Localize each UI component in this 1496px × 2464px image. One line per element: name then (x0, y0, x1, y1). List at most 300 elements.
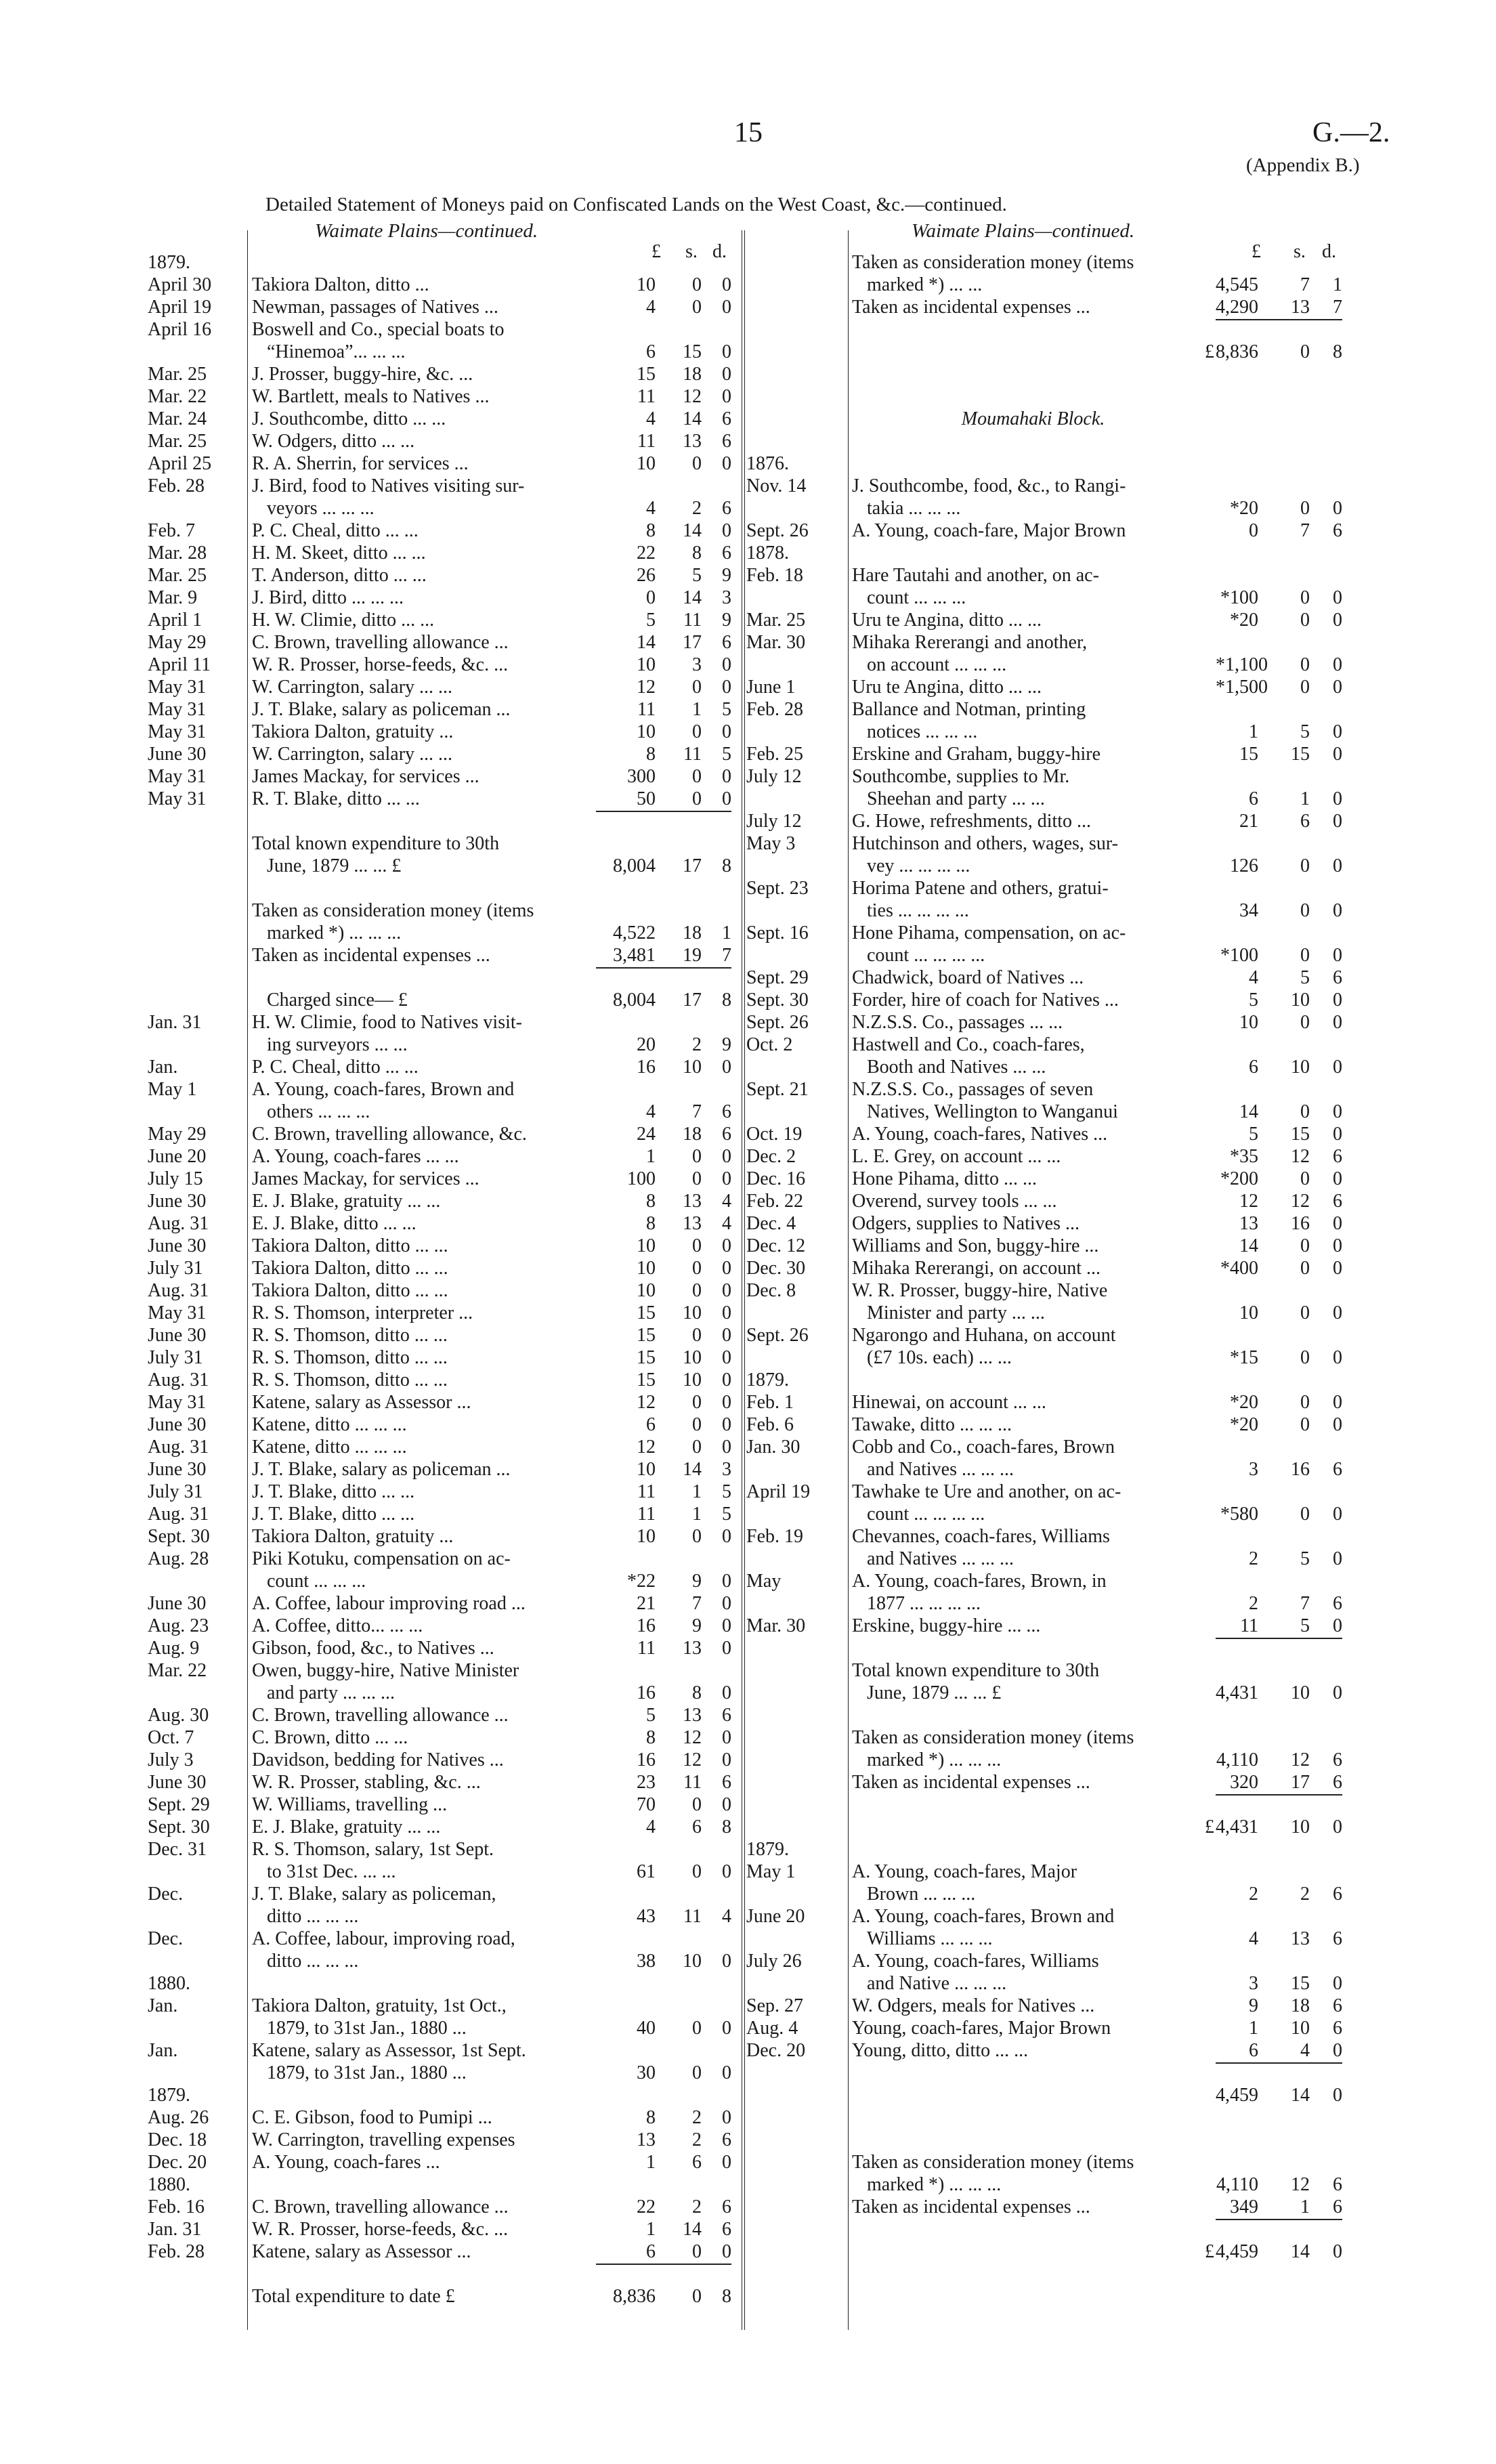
entry-date: May 29 (148, 632, 207, 653)
entry-date: July 31 (148, 1347, 203, 1368)
amount-shillings: 0 (1300, 1504, 1310, 1525)
amount-pounds: 11 (637, 1481, 656, 1502)
entry-description: J. Bird, food to Natives visiting sur- (252, 475, 525, 496)
entry-date: July 15 (148, 1168, 203, 1189)
right-entry-row (746, 833, 1342, 855)
entry-date: Sept. 21 (746, 1079, 809, 1100)
entry-description: J. T. Blake, ditto ... ... (252, 1481, 415, 1502)
amount-shillings: 0 (1300, 1101, 1310, 1122)
amount-pence: 9 (722, 565, 731, 586)
entry-date: July 12 (746, 766, 802, 787)
left-entry-row (148, 565, 731, 587)
left-entry-row (148, 498, 731, 519)
amount-pence: 0 (1333, 587, 1342, 608)
amount-pence: 0 (1333, 2040, 1342, 2061)
column-divider-mid2 (744, 230, 745, 2330)
amount-pounds: 20 (637, 1034, 656, 1055)
entry-description: 1879, to 31st Jan., 1880 ... (267, 2018, 467, 2039)
amount-shillings: 5 (1300, 1548, 1310, 1569)
entry-description: and Native ... ... ... (867, 1973, 1007, 1994)
left-entry-row (148, 744, 731, 765)
right-entry-row (746, 721, 1342, 743)
right-entry-row (746, 878, 1342, 899)
amount-shillings: 17 (683, 990, 702, 1011)
entry-description: Southcombe, supplies to Mr. (852, 766, 1070, 787)
entry-date: Dec. 4 (746, 1213, 796, 1234)
amount-pounds: 8 (646, 520, 656, 541)
amount-pounds: 1 (646, 2152, 656, 2173)
entry-description: takia ... ... ... (867, 498, 961, 519)
amount-shillings: 12 (1291, 1749, 1310, 1770)
amount-pence: 0 (1333, 1012, 1342, 1033)
left-entry-row (148, 1481, 731, 1503)
entry-date: Mar. 25 (148, 565, 207, 586)
amount-pounds: 3 (1249, 1459, 1258, 1480)
amount-pounds: 4,545 (1216, 274, 1258, 295)
amount-shillings: 0 (692, 1392, 702, 1413)
entry-description: Booth and Natives ... ... (867, 1057, 1046, 1078)
right-entry-row (746, 1928, 1342, 1950)
left-entry-row (148, 1392, 731, 1414)
entry-description: Sheehan and party ... ... (867, 788, 1045, 809)
amount-shillings: 16 (1291, 1459, 1310, 1480)
entry-date: Sept. 30 (746, 990, 809, 1011)
amount-pounds: 21 (637, 1593, 656, 1614)
entry-date: May 31 (148, 721, 207, 742)
amount-pence: 0 (1333, 1057, 1342, 1078)
right-entry-row (746, 1191, 1342, 1212)
amount-pounds: 4 (646, 498, 656, 519)
entry-date: Dec. 2 (746, 1146, 796, 1167)
left-entry-row (148, 945, 731, 967)
entry-date: Aug. 31 (148, 1213, 209, 1234)
amount-shillings: 0 (1300, 1392, 1310, 1413)
amount-shillings: 13 (1291, 297, 1310, 318)
entry-description: June, 1879 ... ... £ (867, 1682, 1002, 1703)
amount-shillings: 10 (1291, 990, 1310, 1011)
right-pounds-header: £ (1252, 241, 1261, 262)
amount-pounds: 4,459 (1216, 2085, 1258, 2106)
entry-description: A. Young, coach-fares, Brown and (252, 1079, 515, 1100)
amount-pence: 0 (722, 1235, 731, 1256)
amount-pounds: 13 (1239, 1213, 1258, 1234)
left-entry-row (148, 408, 731, 430)
right-entry-row (746, 2040, 1342, 2062)
amount-shillings: 7 (692, 1593, 702, 1614)
amount-shillings: 1 (1300, 2196, 1310, 2217)
entry-date: Mar. 30 (746, 1615, 806, 1636)
amount-pounds: 8,004 (613, 990, 656, 1011)
right-entry-row (746, 632, 1342, 654)
amount-pounds: 14 (637, 632, 656, 653)
left-entry-row (148, 2107, 731, 2129)
amount-pounds: 1 (646, 1146, 656, 1167)
amount-shillings: 4 (1300, 2040, 1310, 2061)
entry-description: Uru te Angina, ditto ... ... (852, 677, 1042, 698)
amount-pence: 4 (722, 1906, 731, 1927)
entry-description: Katene, salary as Assessor ... (252, 1392, 471, 1413)
entry-description: L. E. Grey, on account ... ... (852, 1146, 1061, 1167)
right-entry-row (746, 1548, 1342, 1570)
entry-date: Nov. 14 (746, 475, 807, 496)
left-entry-row (148, 2286, 731, 2308)
right-entry-row (746, 2085, 1342, 2106)
entry-date: Aug. 30 (148, 1705, 209, 1726)
left-entry-row (148, 1682, 731, 1704)
entry-description: T. Anderson, ditto ... ... (252, 565, 427, 586)
amount-pounds: 4 (646, 297, 656, 318)
amount-pounds: 320 (1230, 1772, 1258, 1793)
entry-description: Ballance and Notman, printing (852, 699, 1086, 720)
entry-description: A. Young, coach-fares, Brown and (852, 1906, 1115, 1927)
entry-description: notices ... ... ... (867, 721, 978, 742)
amount-pence: 0 (1333, 1213, 1342, 1234)
amount-shillings: 16 (1291, 1213, 1310, 1234)
entry-description: and party ... ... ... (267, 1682, 395, 1703)
left-entry-row (148, 2264, 731, 2285)
left-entry-row (148, 1258, 731, 1279)
left-entry-row (148, 1839, 731, 1861)
entry-description: Minister and party ... ... (867, 1302, 1045, 1323)
amount-shillings: 0 (1300, 1012, 1310, 1033)
amount-shillings: 14 (683, 408, 702, 429)
entry-description: Chevannes, coach-fares, Williams (852, 1526, 1110, 1547)
amount-pence: 0 (1333, 2241, 1342, 2262)
entry-date: July 31 (148, 1481, 203, 1502)
left-entry-row (148, 1213, 731, 1235)
amount-pence: 0 (1333, 610, 1342, 631)
amount-shillings: 0 (692, 1280, 702, 1301)
entry-date: Feb. 16 (148, 2196, 205, 2217)
amount-shillings: 1 (692, 699, 702, 720)
right-entry-row (746, 364, 1342, 385)
amount-pence: 0 (1333, 1504, 1342, 1525)
entry-description: Takiora Dalton, ditto ... ... (252, 1258, 448, 1279)
amount-pounds: 5 (1249, 990, 1258, 1011)
amount-pounds: 15 (637, 1325, 656, 1346)
entry-description: Moumahaki Block. (961, 408, 1105, 429)
entry-description: R. S. Thomson, ditto ... ... (252, 1347, 448, 1368)
entry-description: W. Carrington, salary ... ... (252, 677, 453, 698)
amount-pounds: 100 (627, 1168, 656, 1189)
amount-pence: 0 (722, 1437, 731, 1458)
right-entry-row (746, 1615, 1342, 1637)
statement-title: Detailed Statement of Moneys paid on Confiscated Lands on the West Coast, &c.—continued. (265, 194, 1007, 215)
entry-date: 1879. (148, 252, 190, 273)
left-entry-row (148, 610, 731, 631)
amount-shillings: 8 (692, 1682, 702, 1703)
entry-description: Newman, passages of Natives ... (252, 297, 498, 318)
amount-pounds: *20 (1230, 610, 1258, 631)
entry-description: on account ... ... ... (867, 654, 1007, 675)
entry-date: April 11 (148, 654, 211, 675)
left-entry-row (148, 1325, 731, 1346)
right-entry-row (746, 1682, 1342, 1704)
entry-date: April 19 (746, 1481, 811, 1502)
entry-date: 1879. (746, 1369, 789, 1390)
amount-shillings: 0 (692, 297, 702, 318)
right-entry-row (746, 1235, 1342, 1257)
amount-shillings: 0 (1300, 1258, 1310, 1279)
left-entry-row (148, 341, 731, 363)
right-entry-row (746, 1906, 1342, 1928)
amount-pounds: 1 (646, 2219, 656, 2240)
right-entry-row (746, 297, 1342, 318)
amount-pounds: *400 (1220, 1258, 1258, 1279)
amount-pence: 0 (1333, 900, 1342, 921)
amount-pence: 6 (722, 408, 731, 429)
amount-pounds: 11 (637, 431, 656, 452)
entry-date: July 31 (148, 1258, 203, 1279)
entry-date: Dec. 18 (148, 2129, 207, 2150)
entry-date: Aug. 26 (148, 2107, 209, 2128)
amount-pence: 0 (722, 1146, 731, 1167)
amount-pence: 0 (722, 1168, 731, 1189)
entry-date: July 3 (148, 1749, 194, 1770)
amount-pence: 0 (722, 1794, 731, 1815)
amount-shillings: 10 (1291, 1057, 1310, 1078)
entry-date: Feb. 28 (148, 475, 205, 496)
right-entry-row (746, 1325, 1342, 1346)
amount-pounds: 1 (1249, 2018, 1258, 2039)
amount-pence: 8 (722, 1817, 731, 1838)
left-entry-row (148, 1191, 731, 1212)
entry-description: J. Southcombe, ditto ... ... (252, 408, 446, 429)
amount-shillings: 0 (1300, 587, 1310, 608)
entry-description: and Natives ... ... ... (867, 1548, 1014, 1569)
entry-date: Sept. 29 (148, 1794, 210, 1815)
entry-date: Dec. 8 (746, 1280, 796, 1301)
entry-description: Takiora Dalton, ditto ... (252, 274, 429, 295)
right-entry-row (746, 1392, 1342, 1414)
right-entry-row (746, 319, 1342, 341)
amount-shillings: 15 (683, 341, 702, 362)
amount-pence: 0 (1333, 2085, 1342, 2106)
amount-pounds: 4,522 (613, 922, 656, 943)
right-entry-row (746, 654, 1342, 676)
amount-shillings: 19 (683, 945, 702, 966)
amount-shillings: 15 (1291, 1124, 1310, 1145)
left-entry-row (148, 1124, 731, 1145)
right-entry-row (746, 2129, 1342, 2151)
entry-date: Jan. (148, 1057, 178, 1078)
amount-pounds: 23 (637, 1772, 656, 1793)
amount-pounds: *20 (1230, 1414, 1258, 1435)
amount-pence: 0 (722, 1325, 731, 1346)
entry-description: E. J. Blake, ditto ... ... (252, 1213, 416, 1234)
left-entry-row (148, 2062, 731, 2084)
entry-date: Oct. 19 (746, 1124, 803, 1145)
entry-description: others ... ... ... (267, 1101, 370, 1122)
entry-description: Tawhake te Ure and another, on ac- (852, 1481, 1121, 1502)
left-entry-row (148, 1369, 731, 1391)
amount-pence: 6 (1333, 1772, 1342, 1793)
amount-shillings: 0 (692, 1325, 702, 1346)
amount-shillings: 14 (683, 587, 702, 608)
entry-date: Sept. 26 (746, 1325, 809, 1346)
amount-pounds: 3,481 (613, 945, 656, 966)
entry-description: Takiora Dalton, ditto ... ... (252, 1235, 448, 1256)
left-entry-row (148, 1526, 731, 1548)
right-entry-row (746, 610, 1342, 631)
amount-shillings: 13 (683, 1191, 702, 1212)
amount-pence: 0 (722, 1638, 731, 1659)
entry-description: Total known expenditure to 30th (252, 833, 500, 854)
amount-pence: 6 (722, 632, 731, 653)
entry-description: Katene, ditto ... ... ... (252, 1437, 407, 1458)
entry-description: C. Brown, travelling allowance ... (252, 1705, 509, 1726)
amount-shillings: 18 (683, 922, 702, 943)
amount-pounds: *20 (1230, 498, 1258, 519)
right-pence-header: d. (1322, 241, 1336, 262)
entry-description: A. Coffee, labour improving road ... (252, 1593, 526, 1614)
amount-pounds: 8,836 (613, 2286, 656, 2307)
entry-description: W. R. Prosser, horse-feeds, &c. ... (252, 654, 509, 675)
amount-shillings: 0 (1300, 945, 1310, 966)
entry-description: Overend, survey tools ... ... (852, 1191, 1057, 1212)
entry-date: April 19 (148, 297, 212, 318)
amount-shillings: 7 (1300, 520, 1310, 541)
right-entry-row (746, 520, 1342, 542)
amount-pounds: 12 (1239, 1191, 1258, 1212)
entry-date: Sept. 30 (148, 1817, 210, 1838)
amount-pence: 9 (722, 1034, 731, 1055)
right-entry-row (746, 2241, 1342, 2263)
entry-description: Mihaka Rererangi, on account ... (852, 1258, 1100, 1279)
amount-pence: 0 (722, 1727, 731, 1748)
amount-pounds: 10 (637, 1258, 656, 1279)
right-entry-row (746, 587, 1342, 609)
left-entry-row (148, 2219, 731, 2240)
entry-date: June 30 (148, 1772, 207, 1793)
right-entry-row (746, 1280, 1342, 1302)
left-entry-row (148, 1459, 731, 1481)
amount-pence: 0 (722, 1414, 731, 1435)
entry-description: A. Coffee, ditto... ... ... (252, 1615, 423, 1636)
amount-shillings: 12 (1291, 1191, 1310, 1212)
entry-date: May 1 (148, 1079, 197, 1100)
entry-description: Katene, salary as Assessor ... (252, 2241, 471, 2262)
entry-description: £ (1205, 341, 1214, 362)
entry-date: Sept. 29 (746, 967, 809, 988)
amount-pounds: *20 (1230, 1392, 1258, 1413)
amount-pounds: 4,290 (1216, 297, 1258, 318)
amount-pence: 0 (722, 386, 731, 407)
entry-date: Mar. 25 (746, 610, 806, 631)
amount-shillings: 0 (692, 1861, 702, 1882)
amount-pence: 0 (722, 1057, 731, 1078)
entry-date: May 31 (148, 766, 207, 787)
entry-date: Oct. 2 (746, 1034, 793, 1055)
entry-date: Jan. 31 (148, 2219, 202, 2240)
amount-pounds: 4,110 (1216, 1749, 1258, 1770)
right-entry-row (746, 2107, 1342, 2129)
right-entry-row (746, 1772, 1342, 1793)
amount-pounds: 349 (1230, 2196, 1258, 2217)
amount-shillings: 5 (692, 565, 702, 586)
amount-pence: 0 (722, 2062, 731, 2083)
left-entry-row (148, 475, 731, 497)
entry-date: 1876. (746, 453, 789, 474)
entry-date: June 20 (148, 1146, 207, 1167)
right-entry-row (746, 1526, 1342, 1548)
amount-pence: 0 (722, 2152, 731, 2173)
amount-pence: 6 (1333, 967, 1342, 988)
amount-pounds: 11 (637, 699, 656, 720)
amount-pence: 0 (722, 1682, 731, 1703)
amount-shillings: 8 (692, 543, 702, 564)
amount-pounds: 5 (646, 610, 656, 631)
entry-date: Aug. 9 (148, 1638, 200, 1659)
amount-shillings: 10 (683, 1951, 702, 1972)
amount-shillings: 10 (683, 1347, 702, 1368)
entry-description: marked *) ... ... ... (267, 922, 402, 943)
entry-date: Dec. (148, 1884, 184, 1905)
amount-pence: 4 (722, 1191, 731, 1212)
entry-date: Sept. 30 (148, 1526, 210, 1547)
entry-date: May 1 (746, 1861, 796, 1882)
entry-date: Mar. 22 (148, 386, 207, 407)
entry-date: 1878. (746, 543, 789, 564)
entry-description: J. T. Blake, ditto ... ... (252, 1504, 415, 1525)
amount-pence: 6 (1333, 2174, 1342, 2195)
entry-description: P. C. Cheal, ditto ... ... (252, 1057, 419, 1078)
entry-description: W. R. Prosser, buggy-hire, Native (852, 1280, 1108, 1301)
right-entry-row (746, 945, 1342, 967)
entry-description: Cobb and Co., coach-fares, Brown (852, 1437, 1115, 1458)
amount-pounds: 8 (646, 2107, 656, 2128)
amount-pounds: *100 (1220, 587, 1258, 608)
amount-pence: 0 (722, 766, 731, 787)
entry-date: June 30 (148, 1459, 207, 1480)
amount-shillings: 7 (1300, 1593, 1310, 1614)
entry-description: R. S. Thomson, ditto ... ... (252, 1369, 448, 1390)
entry-description: W. R. Prosser, horse-feeds, &c. ... (252, 2219, 509, 2240)
amount-pence: 0 (1333, 677, 1342, 698)
entry-date: Feb. 19 (746, 1526, 803, 1547)
left-entry-row (148, 1034, 731, 1056)
amount-shillings: 9 (692, 1615, 702, 1636)
amount-pounds: 0 (646, 587, 656, 608)
left-entry-row (148, 1727, 731, 1749)
entry-description: Piki Kotuku, compensation on ac- (252, 1548, 511, 1569)
entry-date: April 30 (148, 274, 212, 295)
amount-pence: 0 (1333, 855, 1342, 876)
amount-pounds: *22 (627, 1571, 656, 1592)
entry-description: A. Young, coach-fares, Brown, in (852, 1571, 1107, 1592)
amount-pounds: 16 (637, 1057, 656, 1078)
entry-description: Davidson, bedding for Natives ... (252, 1749, 504, 1770)
left-entry-row (148, 811, 731, 832)
right-entry-row (746, 1817, 1342, 1838)
entry-date: Jan. 30 (746, 1437, 800, 1458)
right-entry-row (746, 1749, 1342, 1771)
entry-description: Taken as consideration money (items (852, 2152, 1134, 2173)
entry-description: ing surveyors ... ... (267, 1034, 408, 1055)
left-entry-row (148, 900, 731, 922)
left-entry-row (148, 1414, 731, 1436)
amount-pence: 8 (1333, 341, 1342, 362)
amount-pence: 0 (1333, 1973, 1342, 1994)
entry-description: Erskine and Graham, buggy-hire (852, 744, 1100, 765)
amount-pounds: *1,500 (1216, 677, 1268, 698)
amount-pounds: 6 (1249, 1057, 1258, 1078)
left-entry-row (148, 520, 731, 542)
amount-pounds: 8,836 (1216, 341, 1258, 362)
amount-pence: 0 (1333, 744, 1342, 765)
amount-pounds: 15 (637, 364, 656, 385)
entry-description: Odgers, supplies to Natives ... (852, 1213, 1080, 1234)
